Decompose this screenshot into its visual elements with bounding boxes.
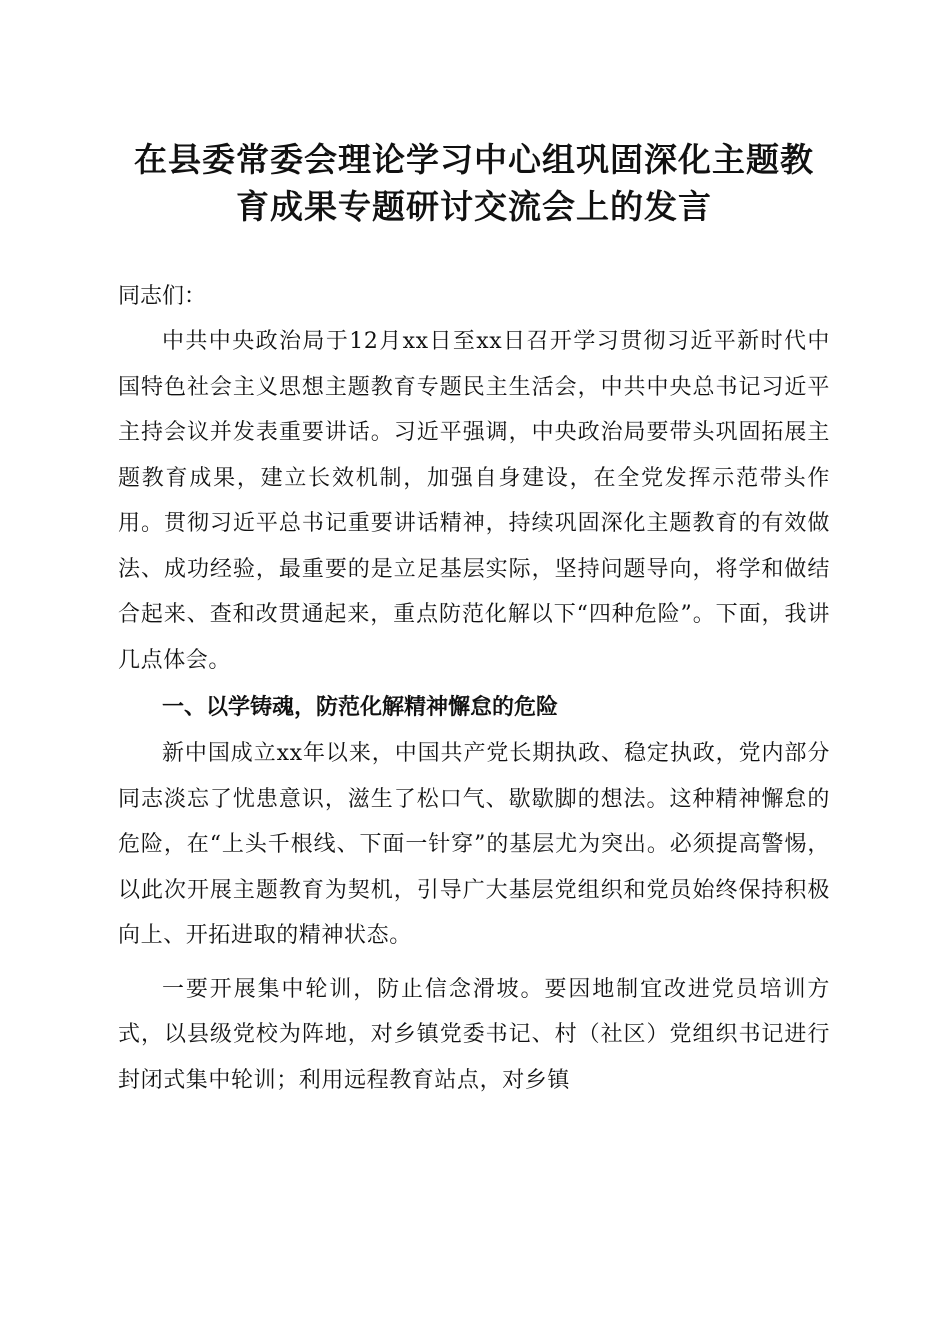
section-heading-1: 一、以学铸魂，防范化解精神懈怠的危险 (162, 695, 559, 720)
body-paragraph-2: 新中国成立xx年以来，中国共产党长期执政、稳定执政，党内部分同志淡忘了忧患意识，滋生了松口气、歇歇脚的想法。这种精神懈怠的危险，在“上头千根线、下面一针穿”的基层尤为突出。必须提高警惕，以此次开展主题教育为契机，引导广大基层党组织和党员始终保持积极向上、开拓进取的精神状态。 (118, 741, 830, 948)
body-paragraph-1: 中共中央政治局于12月xx日至xx日召开学习贯彻习近平新时代中国特色社会主义思想主题教育专题民主生活会，中共中央总书记习近平主持会议并发表重要讲话。习近平强调，中央政治局要带头巩固拓展主题教育成果，建立长效机制，加强自身建设，在全党发挥示范带头作用。贯彻习近平总书记重要讲话精神，持续巩固深化主题教育的有效做法、成功经验，最重要的是立足基层实际，坚持问题导向，将学和做结合起来、查和改贯通起来，重点防范化解以下“四种危险”。下面，我讲几点体会。 (118, 329, 830, 673)
title-line-1: 在县委常委会理论学习中心组巩固深化主题教 (134, 140, 814, 179)
document-page (118, 136, 830, 1103)
document-title (118, 136, 830, 230)
title-line-2: 育成果专题研讨交流会上的发言 (236, 187, 712, 226)
body-paragraph-3: 一要开展集中轮训，防止信念滑坡。要因地制宜改进党员培训方式，以县级党校为阵地，对乡镇党委书记、村（社区）党组织书记进行封闭式集中轮训；利用远程教育站点，对乡镇 (118, 976, 830, 1093)
salutation: 同志们： (118, 284, 207, 309)
